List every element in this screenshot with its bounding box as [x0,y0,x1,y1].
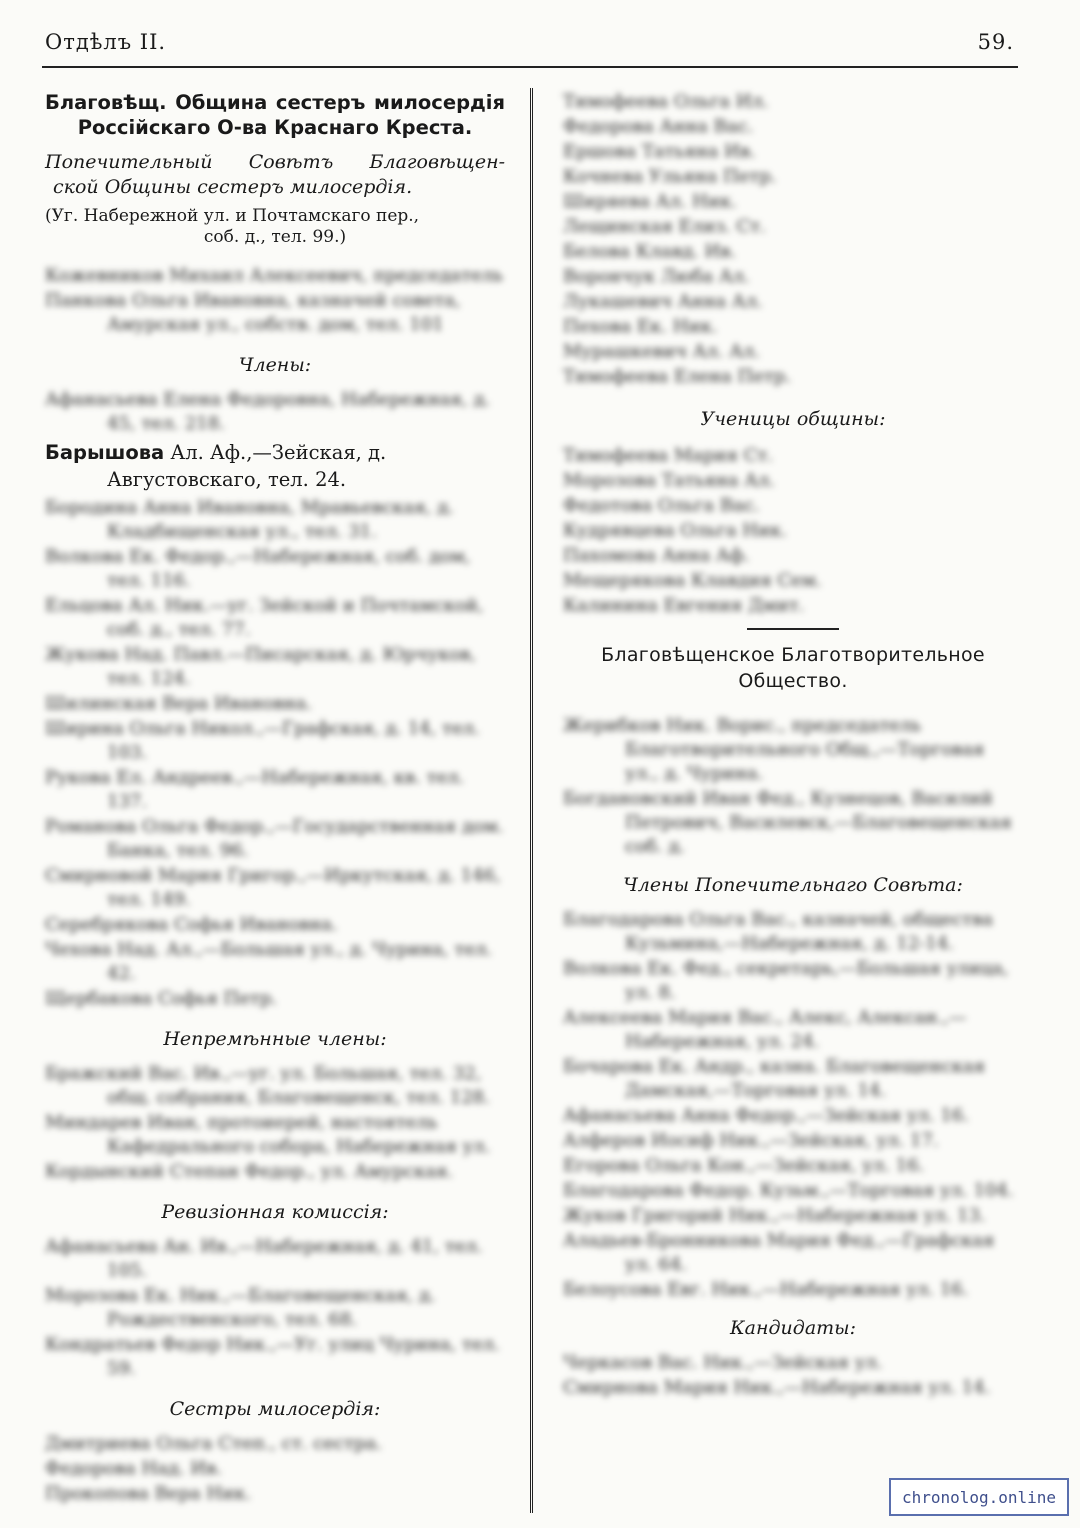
left-column [45,90,505,1507]
students-heading: Ученицы общины: [700,408,886,430]
students-list [563,444,1023,618]
list-item: Волкова Ек. Фед., секретарь,—Большая улица, ул. 8. [563,958,1009,1003]
council-members-heading: Члены Попечительнаго Совѣта: [623,874,963,896]
list-item: Кондратьев Федор Ник.,—Уг. улиц Чурина, тел. 59. [45,1334,500,1379]
column-divider [530,88,533,1513]
council-address [45,206,505,248]
list-item: Морозова Татьяна Ал. [563,470,775,491]
list-item: Романова Ольга Федор.,—Государственная дом. Банка, тел. 96. [45,816,504,861]
list-item: Бражский Вас. Ив.,—уг. ул. Большая, тел. 32, общ. собрания, Благовещенск, тел. 128. [45,1063,490,1108]
list-item: Панкова Ольга Ивановна, казначей совета, Амурская ул., собств. дом, тел. 101 [45,290,461,335]
section-label: Отдѣлъ II. [45,30,167,54]
revision-list [45,1235,505,1381]
list-item: Тимофеева Елена Петр. [563,366,792,387]
list-item: Кудрявцева Ольга Ник. [563,520,787,541]
council-members-list [563,908,1023,1302]
list-item: Алферов Иосиф Ник.,—Зейская, ул. 17. [563,1130,939,1151]
list-item: Афанасьева Елена Федоровна, Набережная, д. 45, тел. 218. [45,389,491,434]
list-item: Мещерякова Клавдия Сем. [563,570,822,591]
society-title-line2: Общество. [738,670,848,692]
list-item: Егорова Ольга Кон.,—Зейская, ул. 16. [563,1155,925,1176]
list-item: Кочнева Ульяна Петр. [563,166,777,187]
list-item: Пахомова Анна Аф. [563,545,750,566]
section-rule [747,628,839,630]
list-item: Белоусова Евг. Ник.,—Набережная ул. 16. [563,1279,969,1300]
list-item: Миндарев Иван, протоиерей, настоятель Кафедрального собора, Набережная ул. [45,1112,491,1157]
list-item: Ширина Ольга Никол.,—Графская, д. 14, тел. 103. [45,718,480,763]
list-item: Тимофеева Ольга Ил. [563,91,769,112]
candidates-list [563,1351,1023,1400]
list-item: Кожевников Михаил Алексеевич, председатель [45,265,503,286]
list-item: Тимофеева Мария Ст. [563,445,774,466]
list-item: Бородина Анна Ивановна, Мравьевская, д. Кладбищенская ул., тел. 31. [45,497,454,542]
members-after [45,496,505,1011]
list-item: Аладьев-Бронникова Мария Фед.,—Графская ул. 64. [563,1230,995,1275]
board-entries [45,264,505,337]
address-line1: (Уг. Набережной ул. и Почтамскаго пер., [45,206,420,226]
council-title-line2: ской Общины сестеръ милосердія. [53,176,413,198]
list-item: Афанасьева Ан. Ив.,—Набережная, д. 41, тел. 105. [45,1236,483,1281]
member-name: Барышова [45,441,165,464]
members-heading: Члены: [238,354,312,376]
list-item: Жукова Над. Павл.—Писарская, д. Юрчуков, тел. 124. [45,644,477,689]
org-title-line2: Россійскаго О-ва Краснаго Креста. [77,116,473,139]
org-title-line1: Благовѣщ. Община сестеръ милосердія [45,91,505,114]
list-item: Серебрякова Софья Ивановна. [45,914,338,935]
society-board [563,714,1023,859]
list-item: Благодарова Федор. Кузьм.,—Торговая ул. 104. [563,1180,1014,1201]
list-item: Шилинская Вера Ивановна. [45,693,312,714]
list-item: Федорова Над. Ив. [45,1458,222,1479]
list-item: Чехова Над. Ал.,—Большая ул., д. Чурина, тел. 42. [45,939,493,984]
list-item: Белова Клавд. Ив. [563,241,737,262]
list-item: Пехова Ек. Ник. [563,316,718,337]
list-item: Лещинская Елиз. Ст. [563,216,766,237]
list-item: Волкова Ек. Федор.,—Набережная, соб. дом, тел. 116. [45,546,471,591]
right-column [563,90,1023,1401]
list-item: Богдановский Иван Фед., Кузнецов, Василий Петрович, Василевск,—Благовещенская соб. д. [563,788,1012,857]
list-item: Рукова Ел. Андреев.,—Набережная, кв. тел. 137. [45,767,465,812]
list-item: Прокопова Вера Ник. [45,1483,252,1504]
revision-heading: Ревизіонная комиссія: [161,1201,389,1223]
list-item: Калинина Евгения Дмит. [563,595,805,616]
list-item: Алексеева Мария Вас., Алекс, Алексан.,—Набережная, ул. 24. [563,1007,967,1052]
sisters-continued [563,90,1023,389]
sisters-heading: Сестры милосердія: [169,1398,381,1420]
list-item: Смирновой Мария Григор.,—Иркутская, д. 146, тел. 149. [45,865,501,910]
sisters-list [45,1432,505,1506]
nonpermanent-heading: Непремѣнные члены: [163,1028,387,1050]
council-title-line1: Попечительный Совѣтъ Благовѣщен- [45,151,505,173]
society-title-line1: Благовѣщенское Благотворительное [601,644,985,666]
society-title [563,642,1023,694]
page-header [45,30,1014,64]
nonpermanent-list [45,1062,505,1184]
list-item: Мурашкевич Ал. Ал. [563,341,760,362]
watermark-badge[interactable]: chronolog.online [889,1478,1069,1516]
org-title [45,90,505,140]
list-item: Дмитриева Ольга Степ., ст. сестра. [45,1433,382,1454]
list-item: Кордынский Степан Федор., ул. Амурская. [45,1161,454,1182]
list-item: Федорова Анна Вас. [563,116,754,137]
list-item: Ширяева Ал. Ник. [563,191,737,212]
council-title [45,150,505,200]
header-rule [42,66,1018,68]
list-item: Федотова Ольга Вас. [563,495,760,516]
list-item: Ельцова Ал. Ник.—уг. Зейской и Почтамской, соб. д., тел. 77. [45,595,484,640]
list-item: Жерибков Ник. Ворис., председатель Благотворительного Общ.,—Торговая ул., д. Чурина. [563,715,985,784]
candidates-heading: Кандидаты: [729,1317,857,1339]
list-item: Смирнова Мария Ник.,—Набережная ул. 14. [563,1377,991,1398]
list-item: Афанасьева Анна Федор.,—Зейская ул. 16. [563,1105,969,1126]
list-item: Ворончук Люба Ал. [563,266,750,287]
member-entry-baryshova [45,439,505,493]
member-details: Ал. Аф.,—Зейская, д. Августовскаго, тел. 24. [107,441,387,491]
list-item: Лукашевич Анна Ал. [563,291,763,312]
list-item: Ершова Татьяна Ив. [563,141,756,162]
page-number: 59. [977,30,1014,54]
list-item: Благодарова Ольга Вас., казначей, общества Кузьмина,—Набережная, д. 12-14. [563,909,993,954]
list-item: Черкасов Вас. Ник.,—Зейская ул. [563,1352,883,1373]
list-item: Жуков Григорий Ник.,—Набережная ул. 13. [563,1205,986,1226]
list-item: Бочарова Ек. Андр., казна. Благовещенская Дамская,—Торговая ул. 14. [563,1056,986,1101]
address-line2: соб. д., тел. 99.) [203,227,347,247]
list-item: Щербакова Софья Петр. [45,988,278,1009]
list-item: Морозова Ек. Ник.,—Благовещенская, д. Рождественского, тел. 68. [45,1285,436,1330]
members-before [45,388,505,436]
